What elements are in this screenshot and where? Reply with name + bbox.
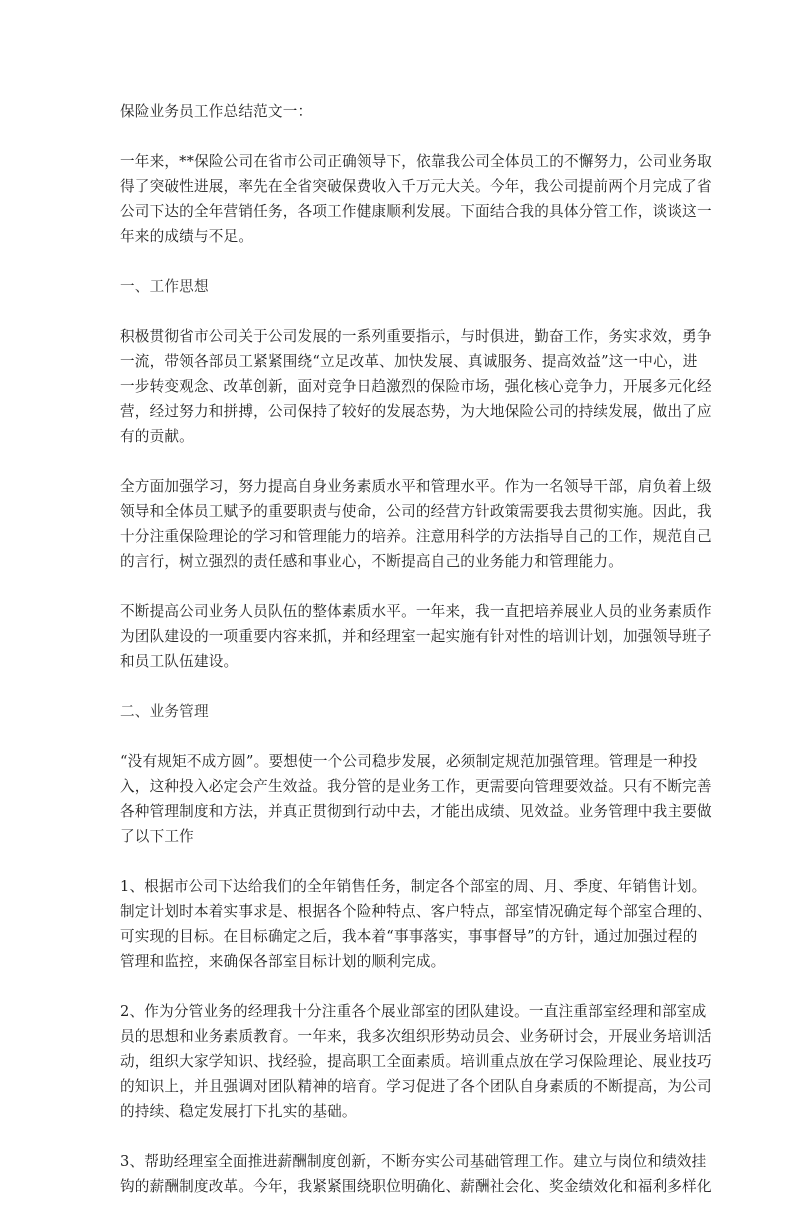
paragraph <box>120 599 712 674</box>
section-heading <box>120 699 680 724</box>
document-body <box>120 149 712 1199</box>
text-line: 员的思想和业务素质教育。一年来，我多次组织形势动员会、业务研讨会，开展业务培训活 <box>120 1028 712 1045</box>
title-text: 保险业务员工作总结范文一： <box>120 103 313 120</box>
paragraph <box>120 999 712 1124</box>
text-line: 二、业务管理 <box>120 703 209 720</box>
text-line: 制定计划时本着实事求是、根据各个险种特点、客户特点，部室情况确定每个部室合理的、 <box>120 903 712 920</box>
text-line: 1、根据市公司下达给我们的全年销售任务，制定各个部室的周、月、季度、年销售计划。 <box>120 878 707 895</box>
text-line: 一、工作思想 <box>120 278 209 295</box>
text-line: 2、作为分管业务的经理我十分注重各个展业部室的团队建设。一直注重部室经理和部室成 <box>120 1003 707 1020</box>
document-page <box>120 99 712 1224</box>
text-line: 为团队建设的一项重要内容来抓，并和经理室一起实施有针对性的培训计划，加强领导班子 <box>120 628 712 645</box>
text-line: 动，组织大家学知识、找经验，提高职工全面素质。培训重点放在学习保险理论、展业技巧 <box>120 1053 712 1070</box>
text-line: 一年来，**保险公司在省市公司正确领导下，依靠我公司全体员工的不懈努力，公司业务取 <box>120 153 712 170</box>
paragraph <box>120 149 712 249</box>
paragraph <box>120 749 712 849</box>
paragraph <box>120 874 712 974</box>
text-line: “没有规矩不成方圆”。要想使一个公司稳步发展，必须制定规范加强管理。管理是一种投 <box>120 753 698 770</box>
text-line: 了以下工作 <box>120 828 194 845</box>
text-line: 积极贯彻省市公司关于公司发展的一系列重要指示，与时俱进，勤奋工作，务实求效，勇争 <box>120 328 712 345</box>
paragraph <box>120 1149 712 1199</box>
text-line: 得了突破性进展，率先在全省突破保费收入千万元大关。今年，我公司提前两个月完成了省 <box>120 178 712 195</box>
text-line: 入，这种投入必定会产生效益。我分管的是业务工作，更需要向管理要效益。只有不断完善 <box>120 778 712 795</box>
text-line: 领导和全体员工赋予的重要职责与使命，公司的经营方针政策需要我去贯彻实施。因此，我 <box>120 503 712 520</box>
text-line: 十分注重保险理论的学习和管理能力的培养。注意用科学的方法指导自己的工作，规范自己 <box>120 528 712 545</box>
text-line: 钩的薪酬制度改革。今年，我紧紧围绕职位明确化、薪酬社会化、奖金绩效化和福利多样化 <box>120 1178 712 1195</box>
text-line: 3、帮助经理室全面推进薪酬制度创新，不断夯实公司基础管理工作。建立与岗位和绩效挂 <box>120 1153 707 1170</box>
text-line: 有的贡献。 <box>120 428 194 445</box>
text-line: 一步转变观念、改革创新，面对竞争日趋激烈的保险市场，强化核心竞争力，开展多元化经 <box>120 378 712 395</box>
text-line: 的言行，树立强烈的责任感和事业心，不断提高自己的业务能力和管理能力。 <box>120 553 623 570</box>
paragraph <box>120 474 712 574</box>
text-line: 一流，带领各部员工紧紧围绕“立足改革、加快发展、真诚服务、提高效益”这一中心，进 <box>120 353 698 370</box>
section-heading <box>120 274 680 299</box>
document-title <box>120 99 680 124</box>
text-line: 的知识上，并且强调对团队精神的培育。学习促进了各个团队自身素质的不断提高，为公司 <box>120 1078 712 1095</box>
text-line: 营，经过努力和拼搏，公司保持了较好的发展态势，为大地保险公司的持续发展，做出了应 <box>120 403 712 420</box>
text-line: 公司下达的全年营销任务，各项工作健康顺利发展。下面结合我的具体分管工作，谈谈这一 <box>120 203 712 220</box>
text-line: 管理和监控，来确保各部室目标计划的顺利完成。 <box>120 953 446 970</box>
text-line: 全方面加强学习，努力提高自身业务素质水平和管理水平。作为一名领导干部，肩负着上级 <box>120 478 712 495</box>
text-line: 可实现的目标。在目标确定之后，我本着“事事落实，事事督导”的方针，通过加强过程的 <box>120 928 698 945</box>
text-line: 的持续、稳定发展打下扎实的基础。 <box>120 1103 357 1120</box>
text-line: 不断提高公司业务人员队伍的整体素质水平。一年来，我一直把培养展业人员的业务素质作 <box>120 603 712 620</box>
text-line: 各种管理制度和方法，并真正贯彻到行动中去，才能出成绩、见效益。业务管理中我主要做 <box>120 803 712 820</box>
text-line: 年来的成绩与不足。 <box>120 228 254 245</box>
text-line: 和员工队伍建设。 <box>120 653 239 670</box>
paragraph <box>120 324 712 449</box>
